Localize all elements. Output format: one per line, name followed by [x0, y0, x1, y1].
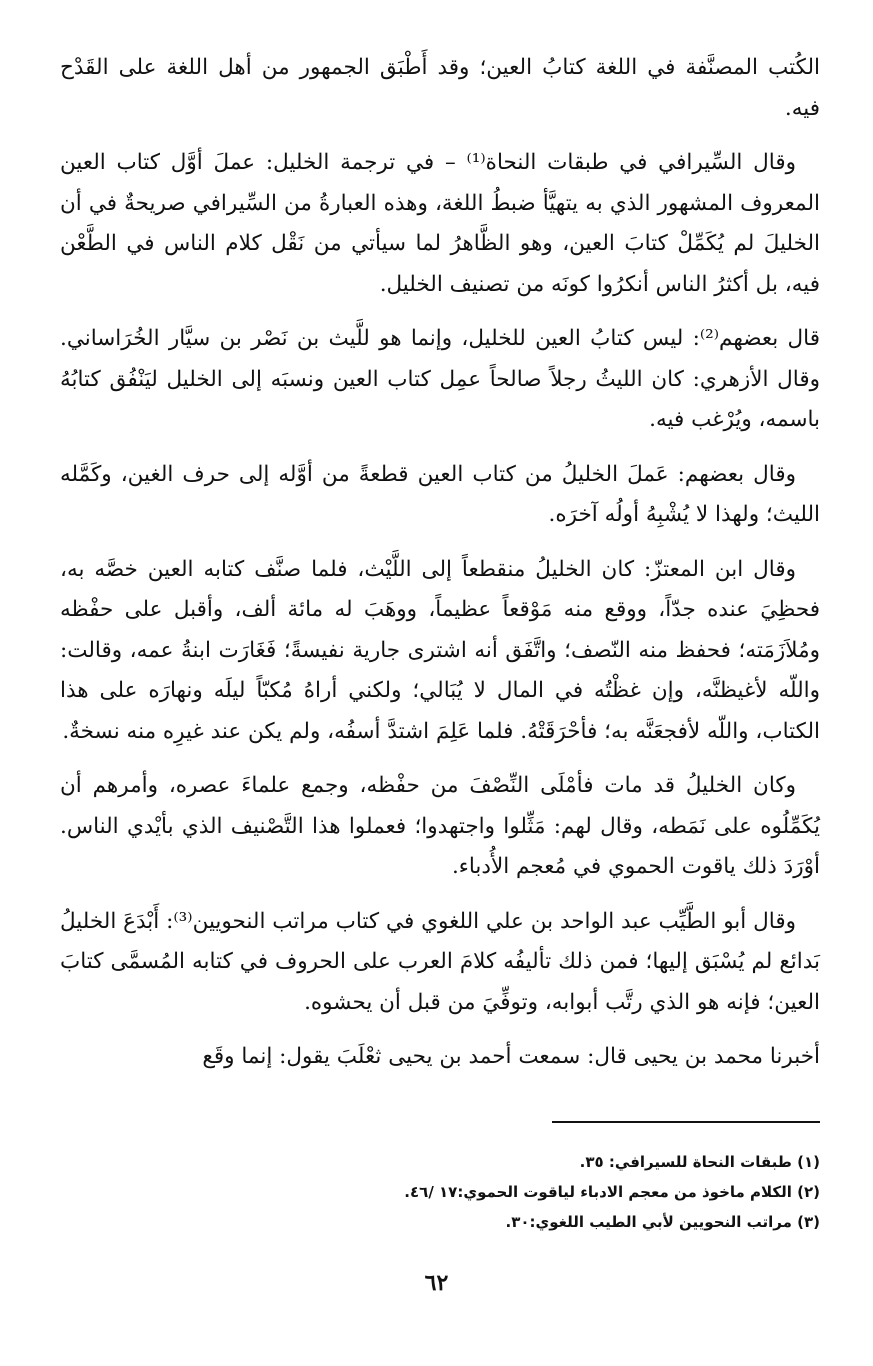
paragraph-8: أخبرنا محمد بن يحيى قال: سمعت أحمد بن يحيى ثعْلَبَ يقول: إنما وقَع [202, 1044, 820, 1069]
footnote-3: (٣) مراتب النحويين لأبي الطيب اللغوي:٣٠. [505, 1213, 820, 1231]
page-number: ٦٢ [424, 1270, 449, 1296]
paragraph-1: الكُتب المصنَّفة في اللغة كتابُ العين؛ وقد أَطْبَق الجمهور من أهل اللغة على القَدْح فيه. [60, 55, 820, 121]
footnote-1: (١) طبقات النحاة للسيرافي: ٣٥. [579, 1153, 820, 1171]
paragraph-2: وقال السِّيرافي في طبقات النحاة⁽¹⁾ – في ترجمة الخليل: عملَ أوَّل كتاب العين المعروف المشهور الذي به يتهيَّأ ضبطُ اللغة، وهذه العبارةُ من السِّيرافي صريحةٌ في أن الخليلَ لم يُكَمِّلْ كتابَ العين، وهو الظَّاهرُ لما سيأتي من نَقْل كلام الناس في الطَّعْن فيه، بل أكثرُ الناس أنكرُوا كونَه من تصنيف الخليل. [60, 150, 820, 297]
paragraph-7: وقال أبو الطَّيِّب عبد الواحد بن علي اللغوي في كتاب مراتب النحويين⁽³⁾: أَبْدَعَ الخليلُ بَدائع لم يُسْبَق إليها؛ فمن ذلك تأليفُه كلامَ العرب على الحروف في كتابه المُسمَّى كتابَ العين؛ فإنه هو الذي رتَّب أبوابه، وتوفِّيَ من قبل أن يحشوه. [60, 908, 820, 1015]
paragraph-5: وقال ابن المعتزّ: كان الخليلُ منقطعاً إلى اللَّيْث، فلما صنَّف كتابه العين خصَّه به، فحظِيَ عنده جدّاً، ووقع منه مَوْقعاً عظيماً، ووهَبَ له مائة ألف، وأقبل على حفْظه ومُلاَزَمَته؛ فحفظ منه النّصف؛ واتَّفَق أنه اشترى جارية نفيسةً؛ فَغَارَت ابنةُ عمه، وقالت: واللّه لأغيظنَّه، وإن غظْتُه في المال لا يُبَالي؛ ولكني أراهُ مُكبّاً ليلَه ونهارَه على هذا الكتاب، واللّه لأفجعَنَّه به؛ فأحْرَقَتْهُ. فلما عَلِمَ اشتدَّ أسفُه، ولم يكن عند غيرِه منه نسخةٌ. [60, 556, 820, 744]
footnotes [200, 1147, 820, 1237]
footnote-2: (٢) الكلام ماخوذ من معجم الادباء لياقوت الحموي:١٧ /٤٦. [404, 1183, 820, 1201]
footnote-separator [552, 1121, 820, 1123]
paragraph-4: وقال بعضهم: عَملَ الخليلُ من كتاب العين قطعةً من أوَّله إلى حرف الغين، وكَمَّله الليث؛ ولهذا لا يُشْبِهُ أولُه آخرَه. [60, 461, 820, 527]
paragraph-6: وكان الخليلُ قد مات فأمْلَى النِّصْفَ من حفْظه، وجمع علماءَ عصره، وأمرهم أن يُكَمِّلُوه على نَمَطه، وقال لهم: مَثِّلوا واجتهدوا؛ فعملوا هذا التَّصْنيف الذي بأيْدي الناس. أوْرَدَ ذلك ياقوت الحموي في مُعجم الأُدباء. [60, 773, 820, 879]
paragraph-3: قال بعضهم⁽²⁾: ليس كتابُ العين للخليل، وإنما هو للَّيث بن نَصْر بن سيَّار الخُرَاساني. وقال الأزهري: كان الليثُ رجلاً صالحاً عمِل كتاب العين ونسبَه إلى الخليل ليَنْفُق كتابُهُ باسمه، ويُرْغب فيه. [60, 326, 820, 432]
main-text [60, 48, 820, 1092]
